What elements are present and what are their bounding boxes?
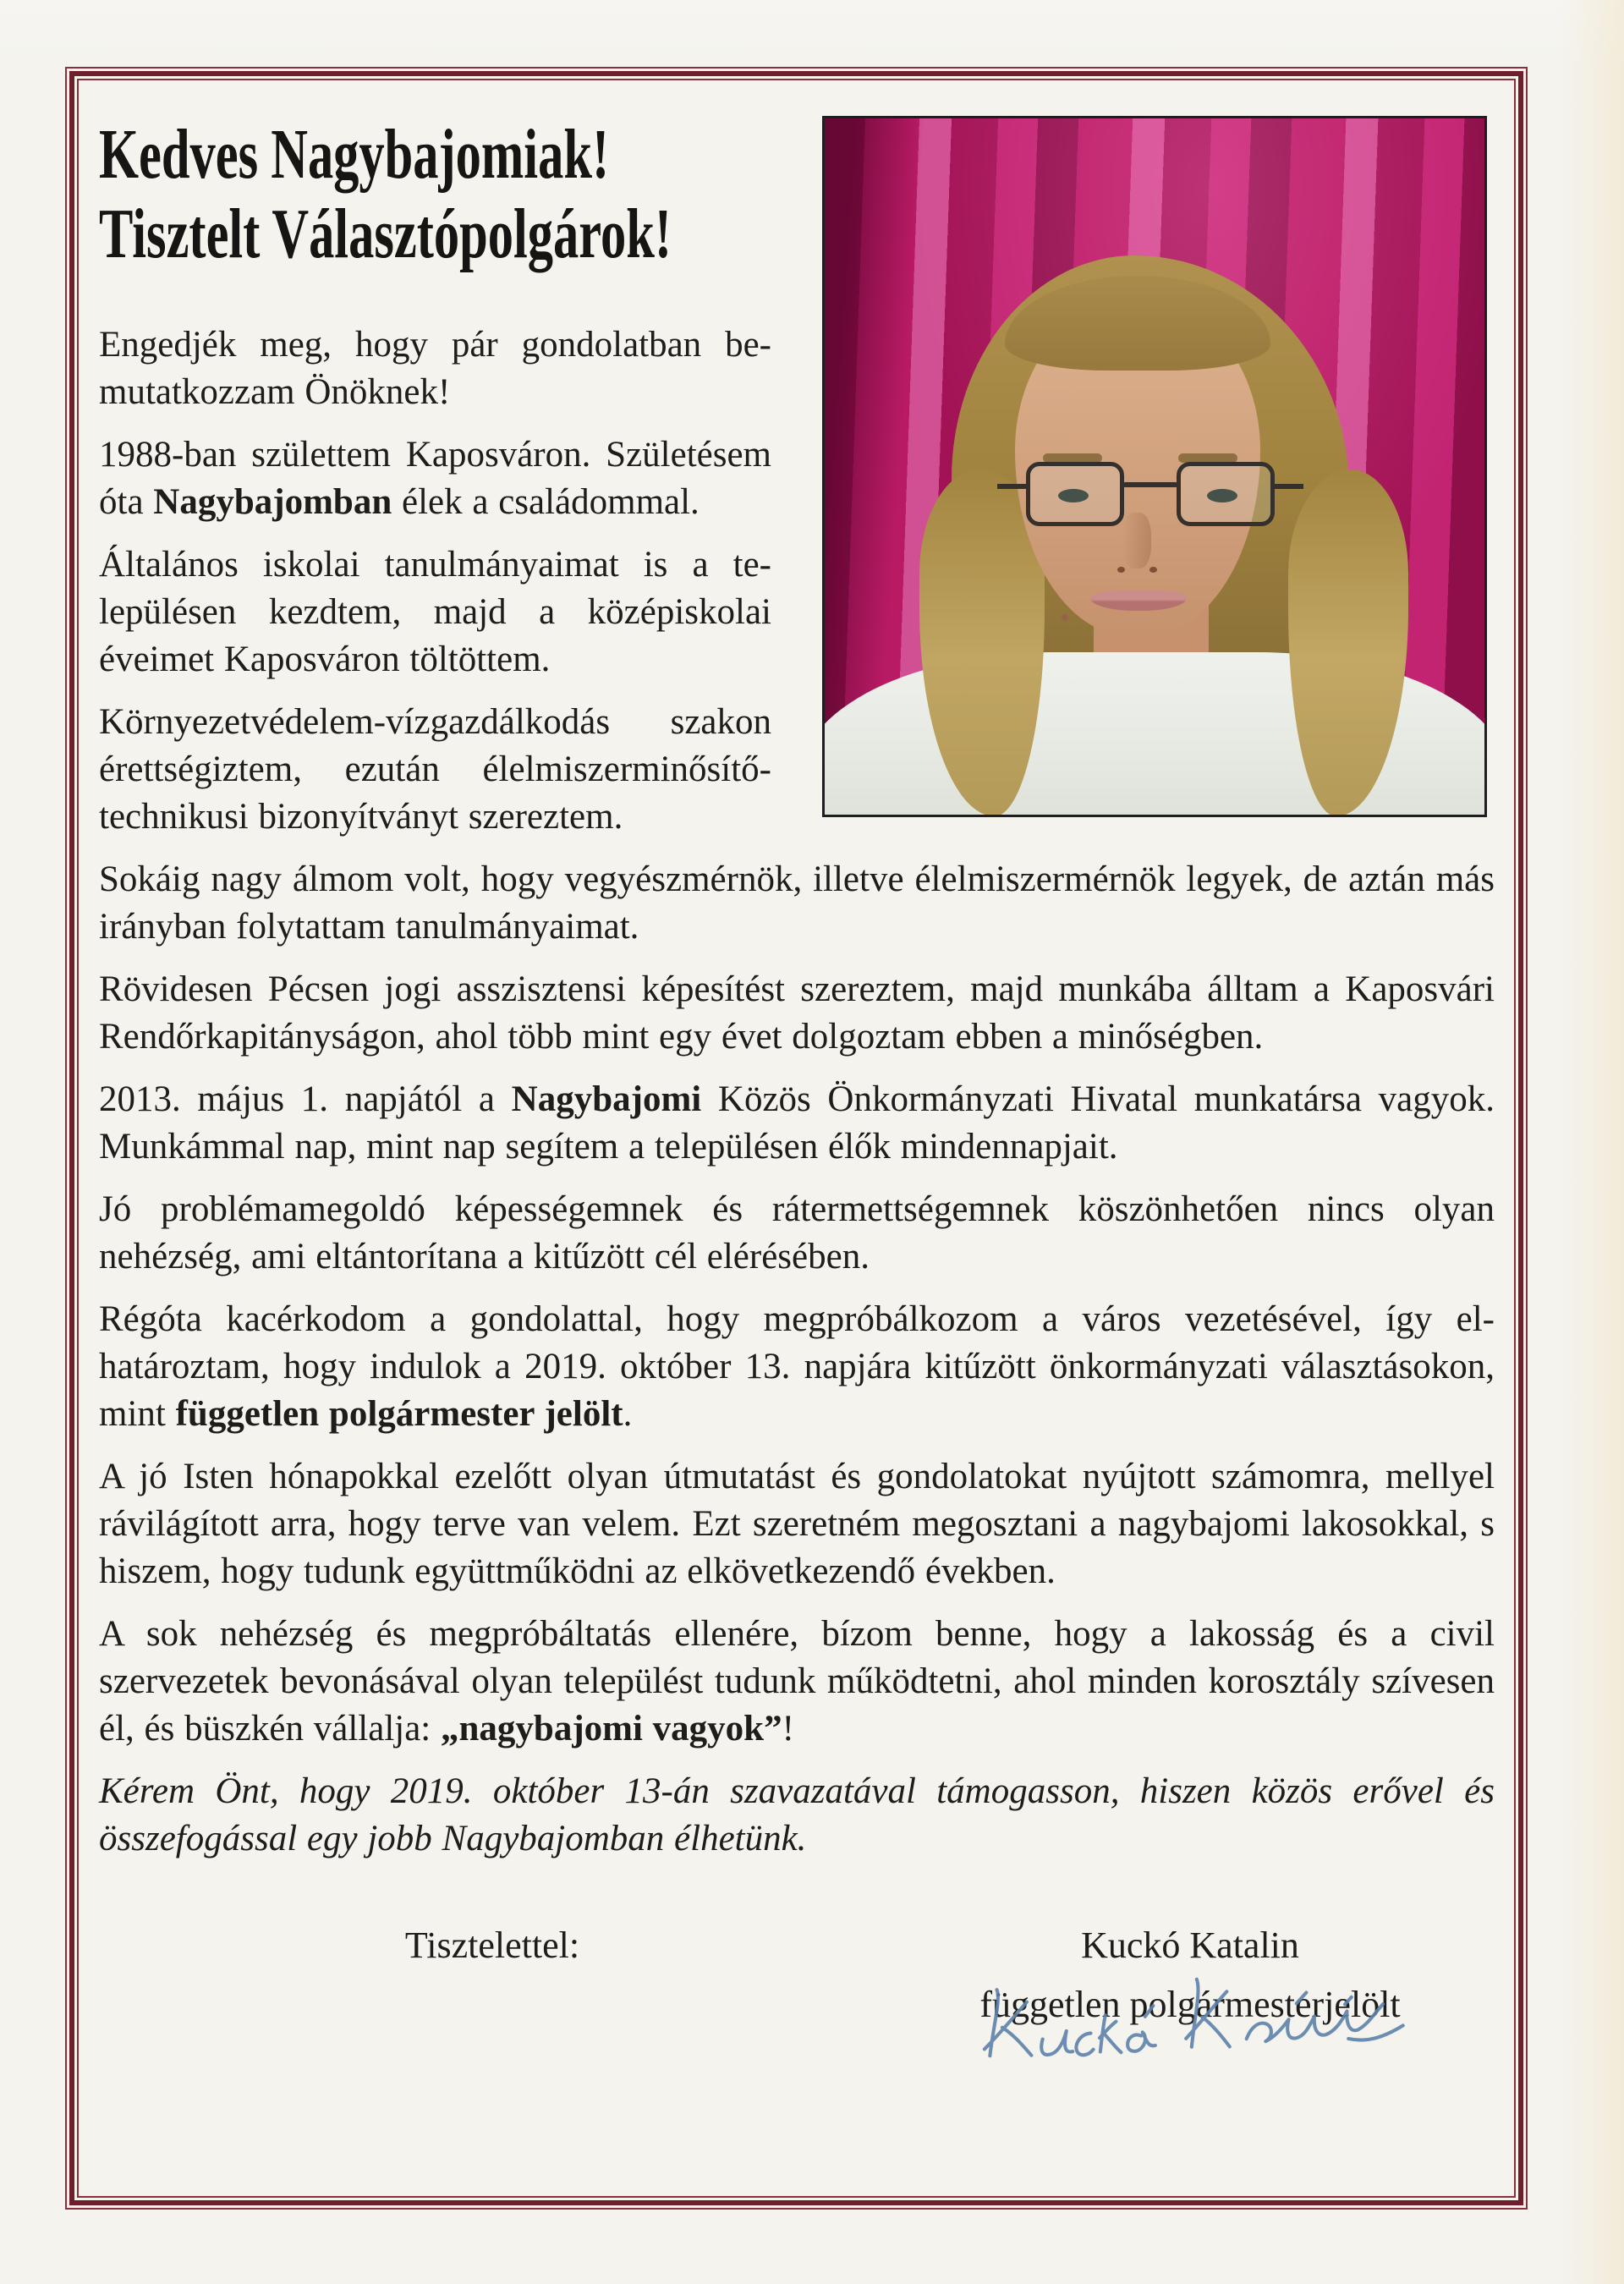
signature-flourish <box>1296 1988 1403 2044</box>
paragraph-body-1: Sokáig nagy álmom volt, hogy vegyészmérnök, illetve élelmiszermérnök legyek, de aztán más irányban folytattam tanulmányaimat. <box>99 859 1495 947</box>
right-eye <box>1207 489 1237 502</box>
heading-line-1: Kedves Nagybajomiak! <box>99 115 610 194</box>
signer-role: független polgármesterjelölt <box>979 1984 1401 2025</box>
left-nostril <box>1117 567 1125 573</box>
paragraph-body-5: Régóta kacérkodom a gondolattal, hogy megpróbálkozom a város vezetésével, így elhatároztam, hogy indulok a 2019. október 13. napjára kitűzött önkormányzati választásokon, mint független polgármester jelölt. <box>99 1299 1495 1434</box>
nose <box>1122 513 1151 568</box>
glasses-bridge <box>1122 482 1178 487</box>
paragraph-intro-3: Általános iskolai tanulmányaimat is a településen kezdtem, majd a középiskolai éveimet Kaposváron töltöttem. <box>99 545 771 679</box>
paragraph-body-4: Jó problémamegoldó képességemnek és rátermettségemnek köszönhetően nincs olyan nehézség, ami eltántorítana a kitűzött cél elérésében. <box>99 1189 1495 1277</box>
letter-content <box>80 81 1513 2195</box>
paragraph-intro-4: Környezetvédelem-vízgazdálkodás szakon érettségiztem, ezután élelmiszerminősítő-technikusi bizonyítványt szereztem. <box>99 702 771 837</box>
paragraph-intro-1: Engedjék meg, hogy pár gondolatban bemutatkozzam Önöknek! <box>99 325 771 412</box>
decorative-border-frame <box>65 67 1528 2210</box>
left-eye <box>1058 489 1089 502</box>
signature-stroke-katalin <box>1183 1969 1385 2049</box>
paragraph-body-6: A jó Isten hónapokkal ezelőtt olyan útmutatást és gondolatokat nyújtott számomra, mellyel rávilágított arra, hogy terve van velem. Ezt szeretném megosztani a nagybajomi lakosokkal, s hiszem, hogy tudunk együttműködni az elkövetkezendő években. <box>99 1457 1495 1591</box>
salutation: Tisztelettel: <box>404 1924 580 1966</box>
glasses-temple-right <box>1273 484 1303 489</box>
signer-name: Kuckó Katalin <box>1081 1924 1299 1966</box>
glasses-temple-left <box>997 484 1028 489</box>
handwritten-signature <box>974 1955 1410 2079</box>
paragraph-closing-appeal: Kérem Önt, hogy 2019. október 13-án szavazatával támogasson, hiszen közös erővel és összefogással egy jobb Nagybajomban élhetünk. <box>99 1771 1495 1858</box>
paragraph-body-3: 2013. május 1. napjától a Nagybajomi Közös Önkormányzati Hivatal munkatársa vagyok. Munkámmal nap, mint nap segítem a településen élők mindennapjait. <box>99 1079 1495 1167</box>
beauty-mark <box>1062 614 1068 621</box>
paragraph-body-2: Rövidesen Pécsen jogi asszisztensi képesítést szereztem, majd munkába álltam a Kaposvári Rendőrkapitányságon, ahol több mint egy évet dolgoztam ebben a minőségben. <box>99 969 1495 1057</box>
paragraph-body-7: A sok nehézség és megpróbáltatás ellenére, bízom benne, hogy a lakosság és a civil szervezetek bevonásával olyan települést tudunk működtetni, ahol minden korosztály szívesen él, és büszkén vállalja: „nagybajomi vagyok”! <box>99 1614 1495 1749</box>
right-nostril <box>1149 567 1157 573</box>
heading-line-2: Tisztelt Választópolgárok! <box>99 195 672 273</box>
signature-stroke-kucko <box>981 1982 1155 2061</box>
paragraph-intro-2: 1988-ban születtem Kaposváron. Születésem óta Nagybajomban élek a családommal. <box>99 435 771 522</box>
